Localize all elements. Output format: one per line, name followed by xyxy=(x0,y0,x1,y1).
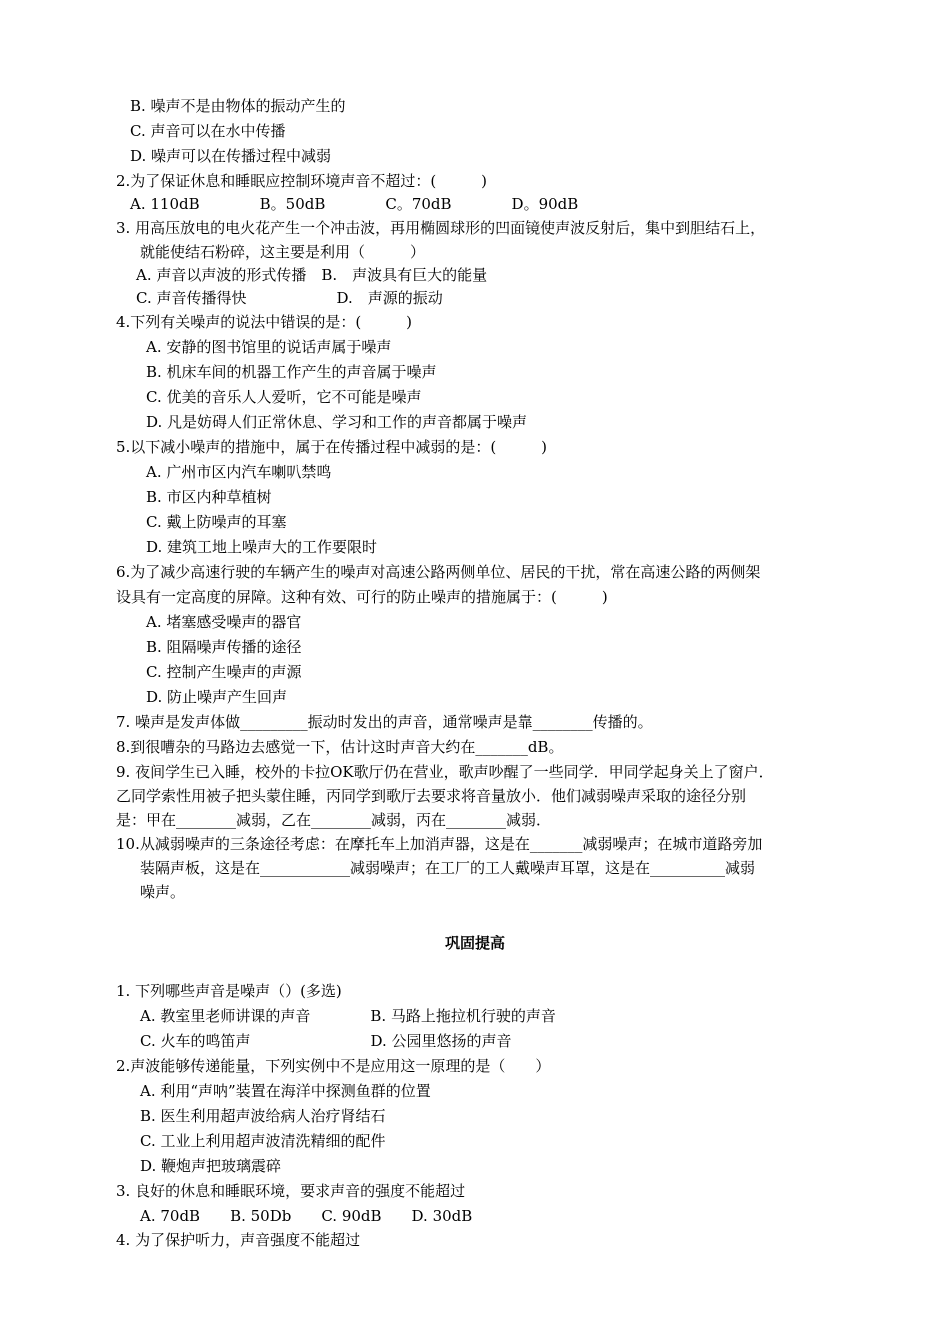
option-line: C. 火车的鸣笛声 D. 公园里悠扬的声音 xyxy=(140,1032,512,1050)
option-line: A. 广州市区内汽车喇叭禁鸣 xyxy=(146,463,332,481)
option-line: D. 防止噪声产生回声 xyxy=(146,688,288,706)
option-line: C. 声音传播得快 D. 声源的振动 xyxy=(136,289,443,307)
question-line: 10.从减弱噪声的三条途径考虑：在摩托车上加消声器，这是在_______减弱噪声；在城市道路旁加 xyxy=(116,835,763,853)
question-line: 5.以下减小噪声的措施中，属于在传播过程中减弱的是：( ) xyxy=(116,438,548,456)
option-line: C. 控制产生噪声的声源 xyxy=(146,663,302,681)
question-line: 4.下列有关噪声的说法中错误的是：( ) xyxy=(116,313,413,331)
option-line: A. 教室里老师讲课的声音 B. 马路上拖拉机行驶的声音 xyxy=(140,1007,556,1025)
option-line: B. 机床车间的机器工作产生的声音属于噪声 xyxy=(146,363,437,381)
option-line: A. 利用“声呐”装置在海洋中探测鱼群的位置 xyxy=(140,1082,431,1100)
option-line: A. 声音以声波的形式传播 B. 声波具有巨大的能量 xyxy=(136,266,488,284)
option-line: A. 安静的图书馆里的说话声属于噪声 xyxy=(146,338,392,356)
option-line: D. 建筑工地上噪声大的工作要限时 xyxy=(146,538,378,556)
option-line: C. 工业上利用超声波清洗精细的配件 xyxy=(140,1132,386,1150)
option-line: D. 鞭炮声把玻璃震碎 xyxy=(140,1157,282,1175)
question-line: 1. 下列哪些声音是噪声（）(多选) xyxy=(116,982,342,1000)
question-line: 2.声波能够传递能量，下列实例中不是应用这一原理的是（ ） xyxy=(116,1057,551,1075)
option-line: C. 戴上防噪声的耳塞 xyxy=(146,513,287,531)
option-line: D. 噪声可以在传播过程中减弱 xyxy=(130,147,332,165)
question-line: 3. 良好的休息和睡眠环境，要求声音的强度不能超过 xyxy=(116,1182,466,1200)
option-line: B. 医生利用超声波给病人治疗肾结石 xyxy=(140,1107,386,1125)
option-line: D. 凡是妨碍人们正常休息、学习和工作的声音都属于噪声 xyxy=(146,413,528,431)
question-line: 乙同学索性用被子把头蒙住睡，丙同学到歌厅去要求将音量放小．他们减弱噪声采取的途径分别 xyxy=(116,787,747,805)
option-line: C. 声音可以在水中传播 xyxy=(130,122,286,140)
option-line: B. 市区内种草植树 xyxy=(146,488,272,506)
option-line: B. 噪声不是由物体的振动产生的 xyxy=(130,97,346,115)
question-line: 8.到很嘈杂的马路边去感觉一下，估计这时声音大约在_______dB。 xyxy=(116,738,564,756)
question-line: 4. 为了保护听力，声音强度不能超过 xyxy=(116,1231,361,1249)
question-line: 装隔声板，这是在____________减弱噪声；在工厂的工人戴噪声耳罩，这是在__________减弱 xyxy=(140,859,756,877)
question-line: 7. 噪声是发声体做_________振动时发出的声音，通常噪声是靠________传播的。 xyxy=(116,713,653,731)
question-line: 噪声。 xyxy=(140,883,186,901)
question-line: 设具有一定高度的屏障。这种有效、可行的防止噪声的措施属于：( ) xyxy=(116,588,608,606)
option-line: A. 110dB B。50dB C。70dB D。90dB xyxy=(130,195,579,213)
option-line: C. 优美的音乐人人爱听，它不可能是噪声 xyxy=(146,388,422,406)
question-line: 6.为了减少高速行驶的车辆产生的噪声对高速公路两侧单位、居民的干扰，常在高速公路的两侧架 xyxy=(116,563,761,581)
option-line: A. 堵塞感受噪声的器官 xyxy=(146,613,302,631)
question-line: 是：甲在________减弱，乙在________减弱，丙在________减弱． xyxy=(116,811,552,829)
option-line: B. 阻隔噪声传播的途径 xyxy=(146,638,302,656)
option-line: A. 70dB B. 50Db C. 90dB D. 30dB xyxy=(140,1207,473,1225)
question-line: 2.为了保证休息和睡眠应控制环境声音不超过：( ) xyxy=(116,172,488,190)
question-line: 就能使结石粉碎，这主要是利用（ ） xyxy=(140,243,426,261)
section-title: 巩固提高 xyxy=(444,934,505,952)
question-line: 9. 夜间学生已入睡，校外的卡拉OK歌厅仍在营业，歌声吵醒了一些同学．甲同学起身关上了窗户． xyxy=(116,763,774,781)
question-line: 3. 用高压放电的电火花产生一个冲击波，再用椭圆球形的凹面镜使声波反射后，集中到胆结石上， xyxy=(116,219,766,237)
